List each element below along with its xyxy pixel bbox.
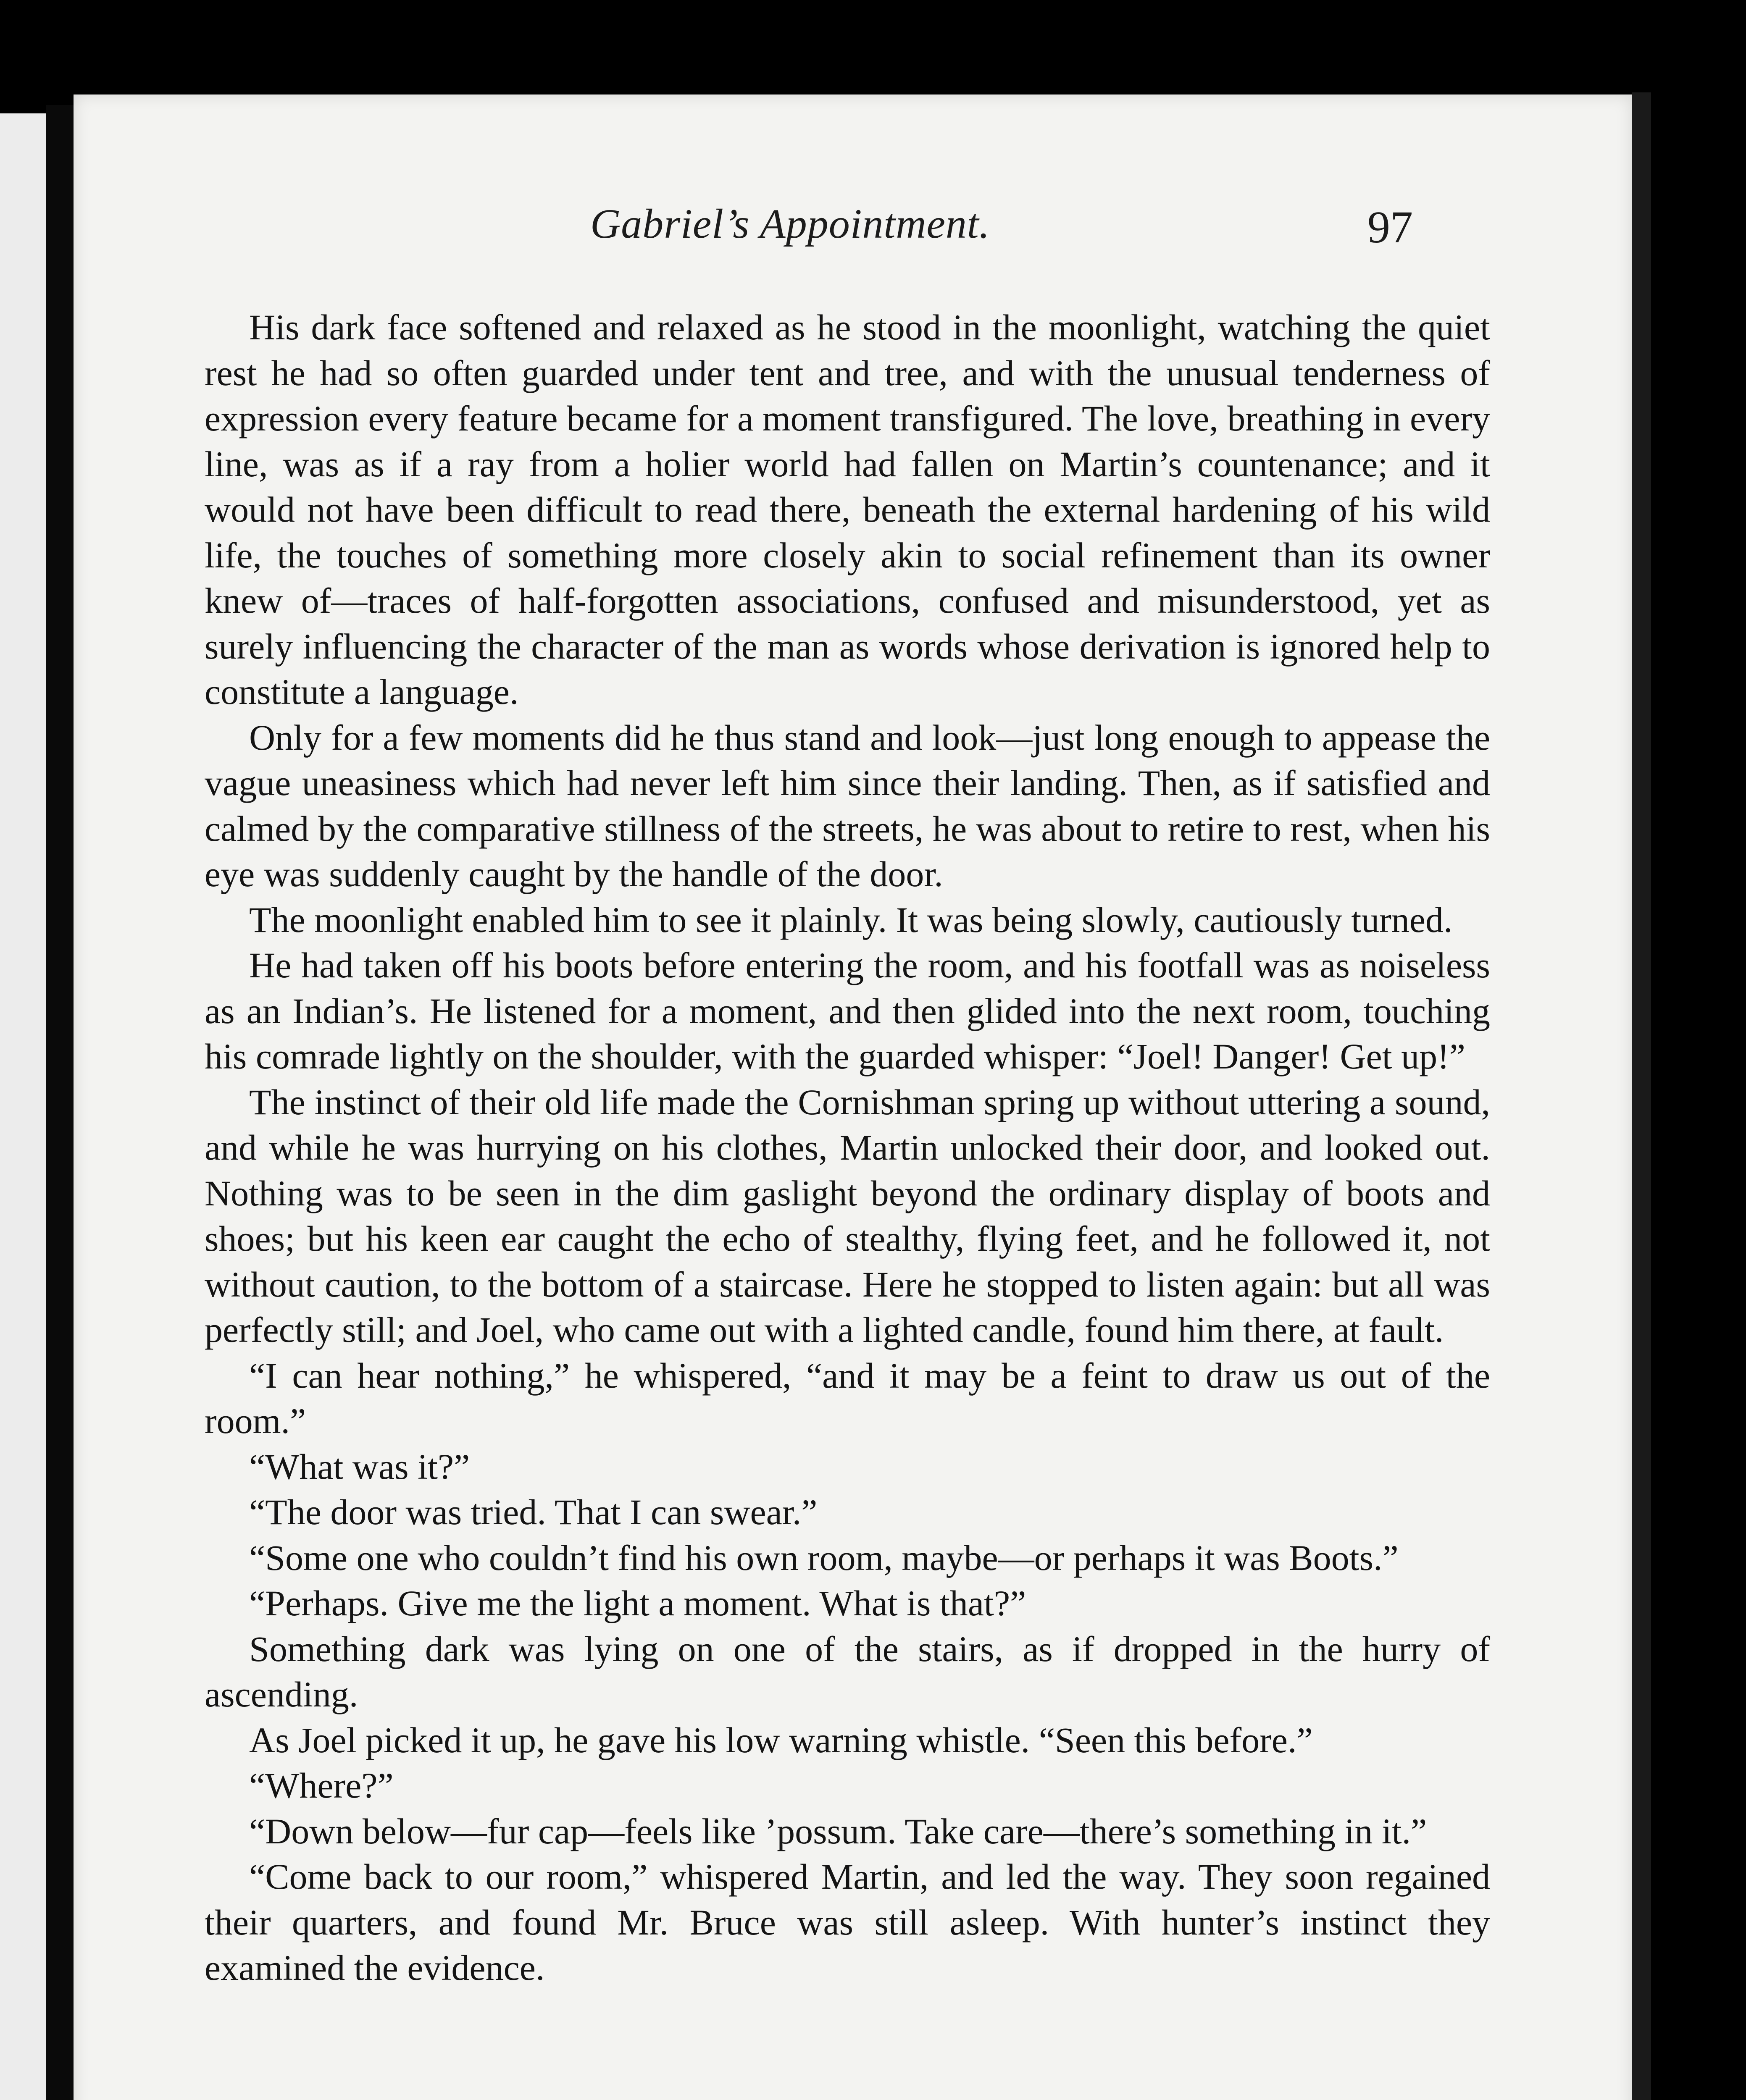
paragraph: “Perhaps. Give me the light a moment. What is that?” — [249, 1583, 1026, 1623]
paragraph: “I can hear nothing,” he whispered, “and it may be a feint to draw us out of the room.” — [205, 1355, 1490, 1441]
paragraph: As Joel picked it up, he gave his low warning whistle. “Seen this before.” — [249, 1719, 1313, 1760]
body-text — [205, 304, 1490, 1991]
paragraph: The moonlight enabled him to see it plainly. It was being slowly, cautiously turned. — [249, 899, 1453, 940]
paragraph: The instinct of their old life made the Cornishman spring up without uttering a sound, and while he was hurrying on his clothes, Martin unlocked their door, and looked out. Nothing was to be seen in the dim gaslight beyond the ordinary display of boots and shoes; but his keen ear caught the echo of stealthy, flying feet, and he followed it, not without caution, to the bottom of a staircase. Here he stopped to listen again: but all was perfectly still; and Joel, who came out with a lighted candle, found him there, at fault. — [205, 1082, 1490, 1350]
paragraph: “Where?” — [249, 1765, 394, 1806]
book-gutter-shadow — [46, 105, 76, 2100]
paragraph: He had taken off his boots before entering the room, and his footfall was as noiseless as an Indian’s. He listened for a moment, and then glided into the next room, touching his comrade lightly on the shoulder, with the guarded whisper: “Joel! Danger! Get up!” — [205, 945, 1490, 1076]
book-page — [74, 94, 1632, 2100]
paragraph: Only for a few moments did he thus stand and look—just long enough to appease the vague uneasiness which had never left him since their landing. Then, as if satisfied and calmed by the comparative stillness of the streets, he was about to retire to rest, when his eye was suddenly caught by the handle of the door. — [205, 717, 1490, 894]
paragraph: “What was it?” — [249, 1446, 470, 1487]
running-title: Gabriel’s Appointment. — [590, 200, 990, 247]
page-number: 97 — [1367, 202, 1413, 252]
paragraph: “Come back to our room,” whispered Martin, and led the way. They soon regained their quarters, and found Mr. Bruce was still asleep. With hunter’s instinct they examined the evidence. — [205, 1856, 1490, 1988]
paragraph: “Some one who couldn’t find his own room, maybe—or perhaps it was Boots.” — [249, 1537, 1399, 1578]
paragraph: Something dark was lying on one of the stairs, as if dropped in the hurry of ascending. — [205, 1628, 1490, 1714]
paragraph: “The door was tried. That I can swear.” — [249, 1492, 818, 1532]
paragraph: His dark face softened and relaxed as he stood in the moonlight, watching the quiet rest he had so often guarded under tent and tree, and with the unusual tenderness of expression every feature became for a moment transfigured. The love, breathing in every line, was as if a ray from a holier world had fallen on Martin’s countenance; and it would not have been difficult to read there, beneath the external hardening of his wild life, the touches of something more closely akin to social refinement than its owner knew of—traces of half-forgotten associations, confused and misunderstood, yet as surely influencing the character of the man as words whose derivation is ignored help to constitute a language. — [205, 307, 1490, 712]
paragraph: “Down below—fur cap—feels like ’possum. Take care—there’s something in it.” — [249, 1811, 1427, 1851]
page-right-edge — [1632, 92, 1651, 2100]
